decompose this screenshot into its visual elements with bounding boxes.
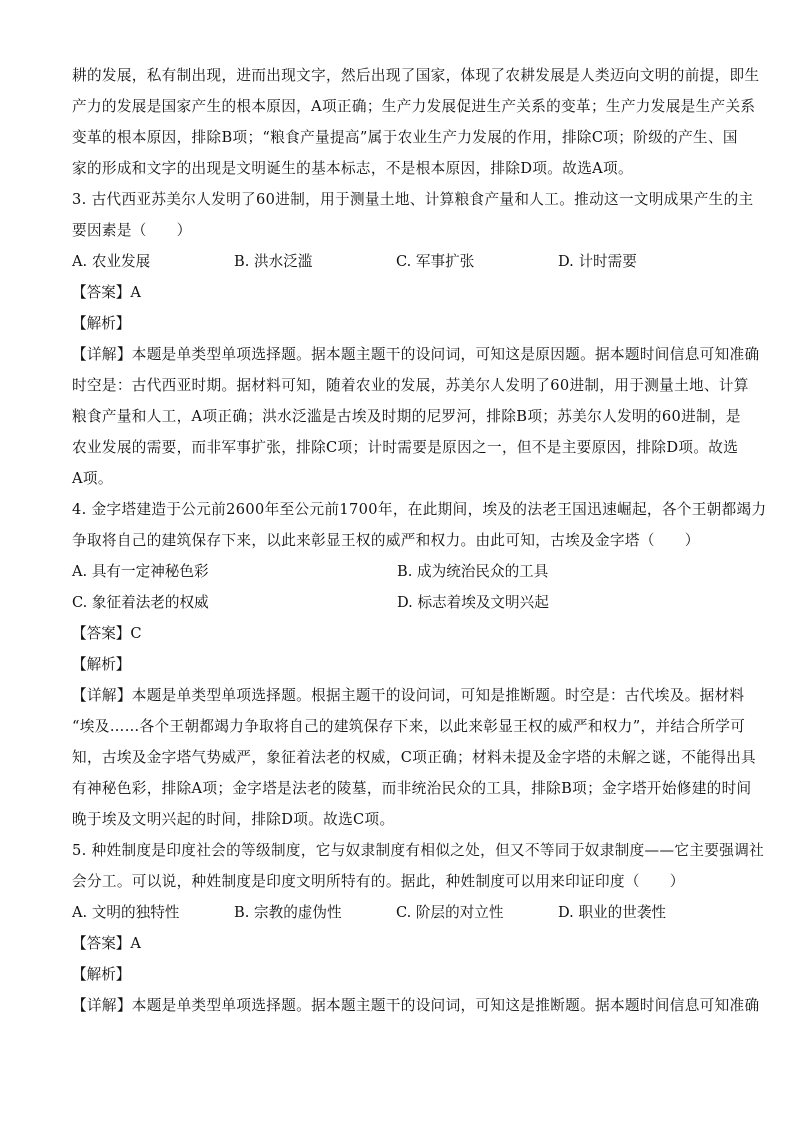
- option-a: A. 具有一定神秘色彩: [72, 563, 209, 580]
- option-b: B. 洪水泛滥: [234, 253, 313, 270]
- option-c: C. 阶层的对立性: [396, 904, 504, 921]
- detail-line: 时空是：古代西亚时期。据材料可知，随着农业的发展，苏美尔人发明了60进制，用于测量土地、计算: [72, 377, 749, 394]
- text-line: 产力的发展是国家产生的根本原因，A项正确；生产力发展促进生产关系的变革；生产力发展是生产关系: [72, 98, 756, 115]
- detail-line: 晚于埃及文明兴起的时间，排除D项。故选C项。: [72, 811, 395, 828]
- options-row: [72, 246, 722, 277]
- text-line: 变革的根本原因，排除B项；“粮食产量提高”属于农业生产力发展的作用，排除C项；阶级的产生、国: [72, 129, 738, 146]
- detail-line: “埃及……各个王朝都竭力争取将自己的建筑保存下来，以此来彰显王权的威严和权力”，并结合所学可: [72, 718, 746, 735]
- detail-line: 【详解】本题是单类型单项选择题。据本题主题干的设问词，可知这是推断题。据本题时间信息可知准确: [72, 997, 760, 1014]
- detail-line: 【详解】本题是单类型单项选择题。根据主题干的设问词，可知是推断题。时空是：古代埃及。据材料: [72, 687, 745, 704]
- question-stem: 争取将自己的建筑保存下来，以此来彰显王权的威严和权力。由此可知，古埃及金字塔（ ）: [72, 532, 700, 549]
- option-d: D. 标志着埃及文明兴起: [397, 594, 549, 611]
- detail-line: 有神秘色彩，排除A项；金字塔是法老的陵墓，而非统治民众的工具，排除B项；金字塔开始修建的时间: [72, 780, 752, 797]
- answer-label: 【答案】C: [72, 625, 142, 642]
- question-stem: 5. 种姓制度是印度社会的等级制度，它与奴隶制度有相似之处，但又不等同于奴隶制度——它主要强调社: [72, 842, 765, 859]
- option-c: C. 象征着法老的权威: [72, 594, 209, 611]
- text-line: 家的形成和文字的出现是文明诞生的基本标志，不是根本原因，排除D项。故选A项。: [72, 160, 633, 177]
- option-d: D. 计时需要: [558, 253, 637, 270]
- question-3: [72, 184, 760, 494]
- detail-line: 【详解】本题是单类型单项选择题。据本题主题干的设问词，可知这是原因题。据本题时间信息可知准确: [72, 346, 760, 363]
- detail-line: 粮食产量和人工，A项正确；洪水泛滥是古埃及时期的尼罗河，排除B项；苏美尔人发明的60进制，是: [72, 408, 741, 425]
- options-row: [72, 587, 722, 618]
- analysis-label: 【解析】: [72, 656, 131, 673]
- option-c: C. 军事扩张: [396, 253, 475, 270]
- option-d: D. 职业的世袭性: [558, 904, 667, 921]
- option-b: B. 宗教的虚伪性: [234, 904, 342, 921]
- option-b: B. 成为统治民众的工具: [397, 563, 549, 580]
- previous-question-explanation: [72, 60, 760, 184]
- options-row: [72, 556, 722, 587]
- question-5: [72, 835, 765, 1021]
- options-row: [72, 897, 722, 928]
- question-stem: 3. 古代西亚苏美尔人发明了60进制，用于测量土地、计算粮食产量和人工。推动这一文明成果产生的主: [72, 191, 754, 208]
- question-stem: 4. 金字塔建造于公元前2600年至公元前1700年，在此期间，埃及的法老王国迅速崛起，各个王朝都竭力: [72, 501, 767, 518]
- answer-label: 【答案】A: [72, 935, 141, 952]
- option-a: A. 文明的独特性: [72, 904, 180, 921]
- analysis-label: 【解析】: [72, 966, 131, 983]
- question-4: [72, 494, 767, 835]
- question-stem: 会分工。可以说，种姓制度是印度文明所特有的。据此，种姓制度可以用来印证印度（ ）: [72, 873, 685, 890]
- question-stem: 要因素是（ ）: [72, 222, 192, 239]
- document-page: [72, 60, 767, 1021]
- detail-line: 知，古埃及金字塔气势威严，象征着法老的权威，C项正确；材料未提及金字塔的未解之谜，不能得出具: [72, 749, 756, 766]
- option-a: A. 农业发展: [72, 253, 151, 270]
- answer-label: 【答案】A: [72, 284, 141, 301]
- detail-line: 农业发展的需要，而非军事扩张，排除C项；计时需要是原因之一，但不是主要原因，排除D项。故选: [72, 439, 739, 456]
- text-line: 耕的发展，私有制出现，进而出现文字，然后出现了国家，体现了农耕发展是人类迈向文明的前提，即生: [72, 67, 760, 84]
- analysis-label: 【解析】: [72, 315, 131, 332]
- detail-line: A项。: [72, 470, 113, 487]
